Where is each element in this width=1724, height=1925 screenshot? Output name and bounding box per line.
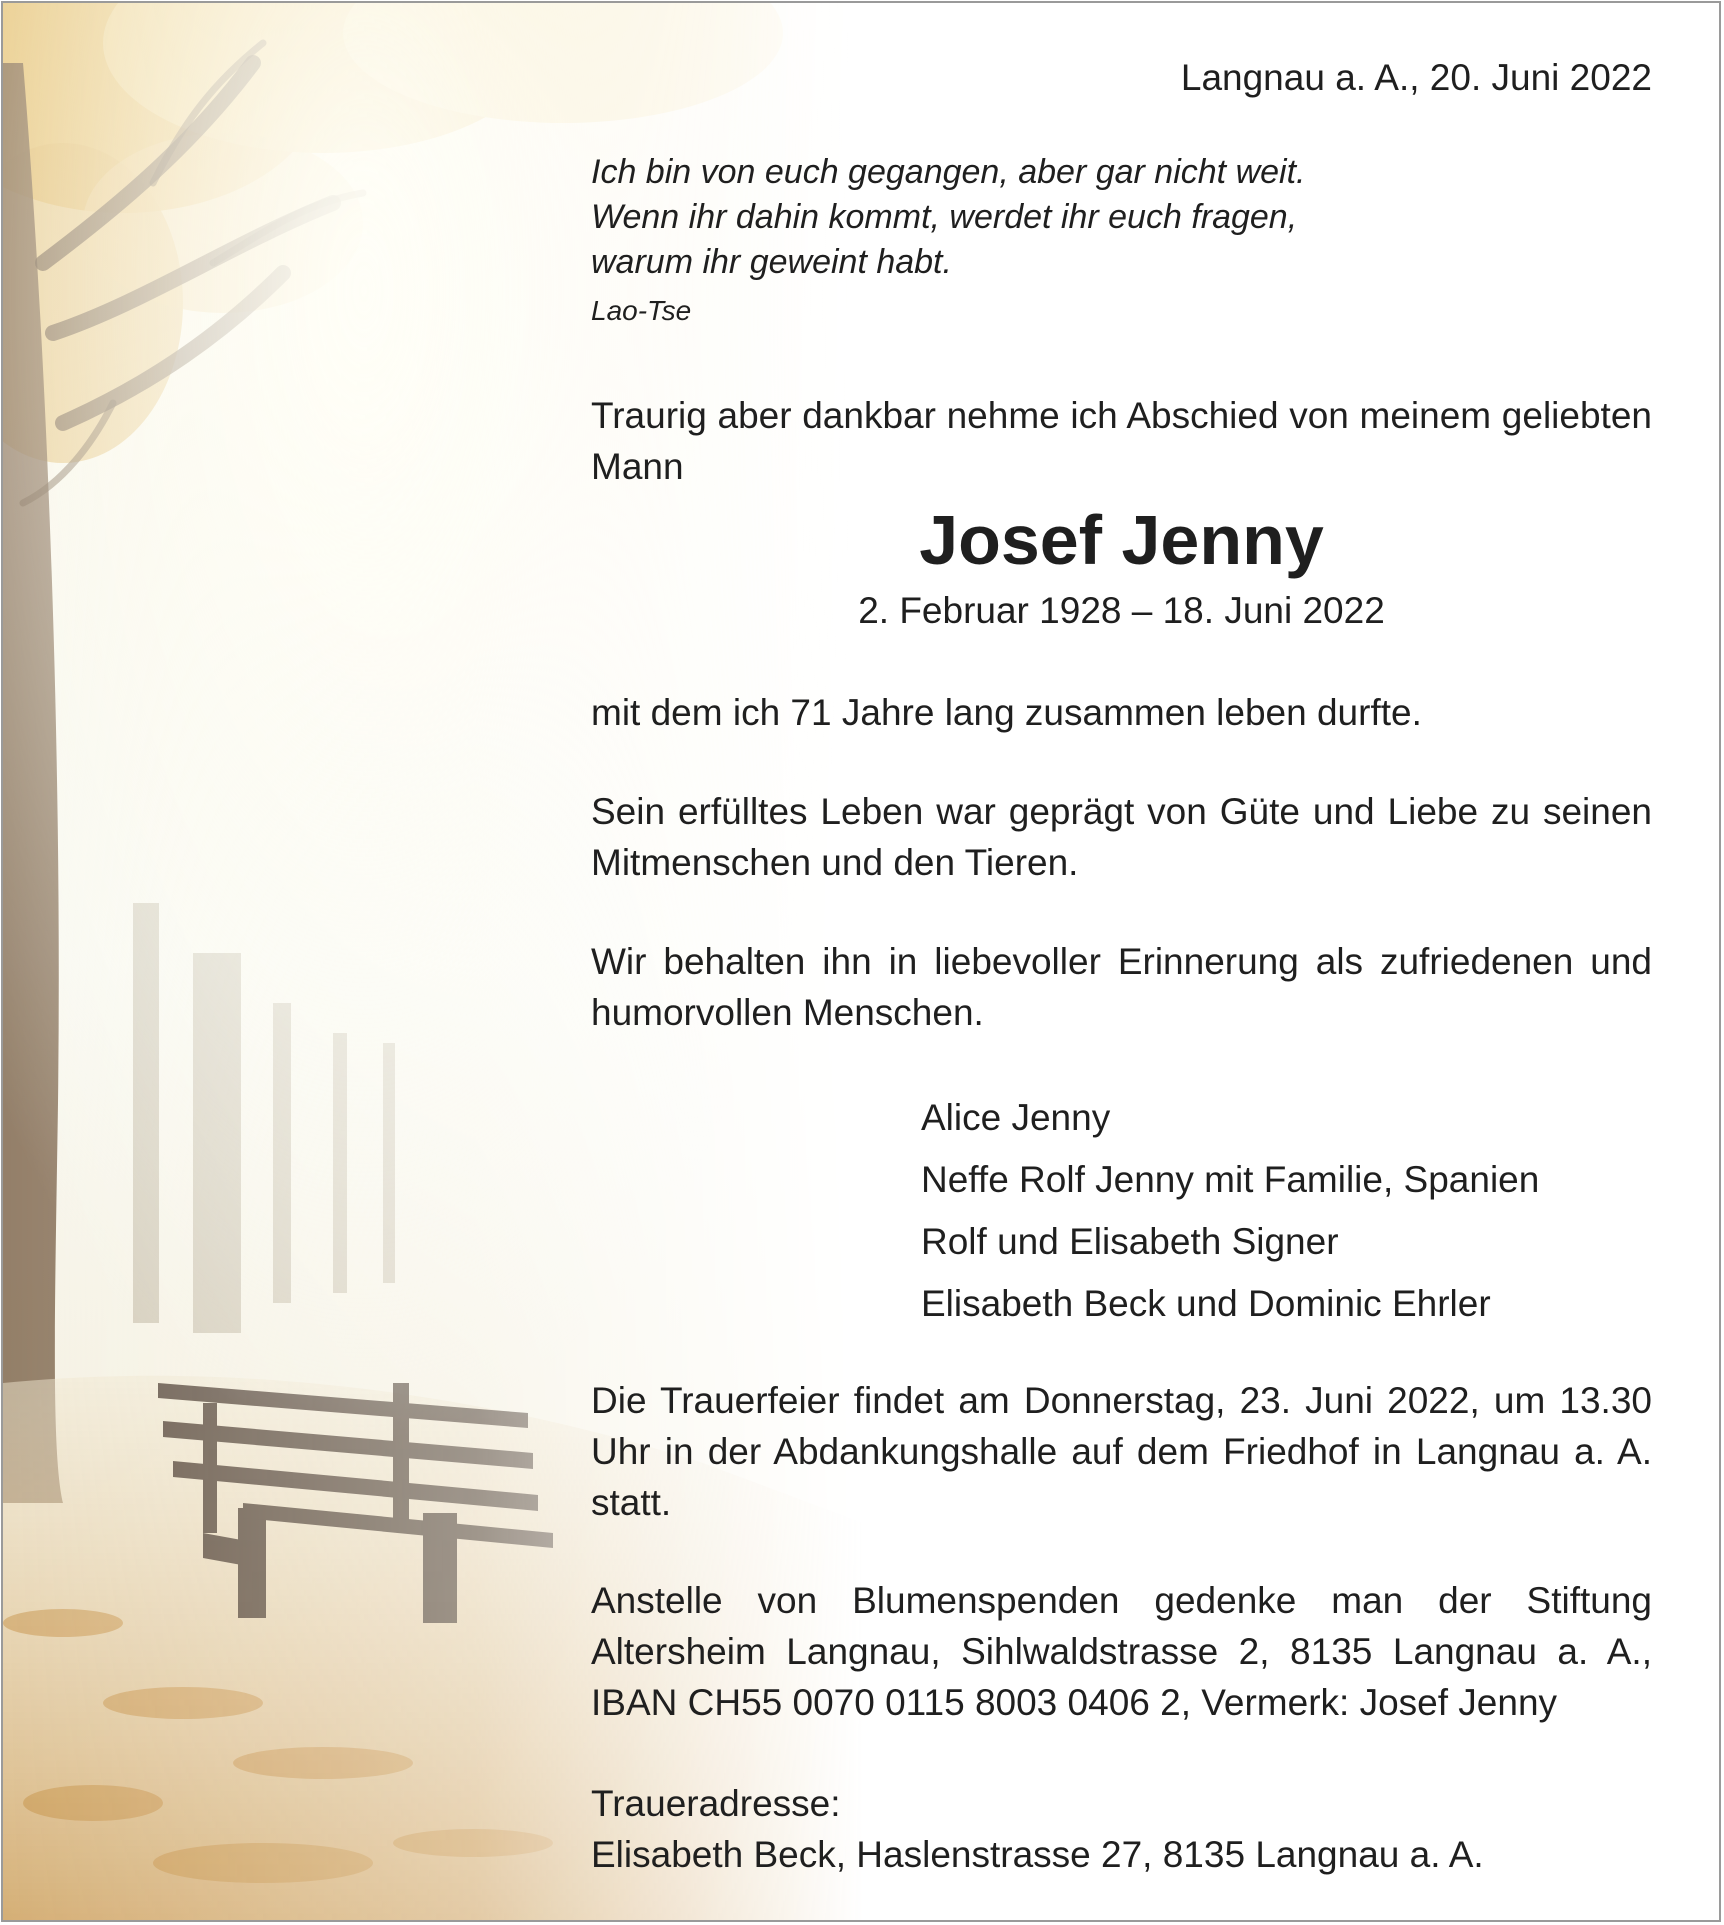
place-and-date: Langnau a. A., 20. Juni 2022 [1180,57,1652,98]
mourning-address: Elisabeth Beck, Haslenstrasse 27, 8135 Langnau a. A. [591,1834,1484,1875]
quote-author: Lao-Tse [591,295,692,326]
body-paragraph: Sein erfülltes Leben war geprägt von Güte und Liebe zu seinen Mitmenschen und den Tieren. [591,791,1652,883]
mourning-address-label: Traueradresse: [591,1783,841,1824]
quote-line: Wenn ihr dahin kommt, werdet ihr euch fragen, [591,198,1298,236]
body-paragraph: Wir behalten ihn in liebevoller Erinnerung als zufriedenen und humorvollen Menschen. [591,941,1652,1033]
mourner-name: Alice Jenny [921,1097,1111,1138]
mourners-list [921,1087,1539,1335]
mourner-name: Elisabeth Beck und Dominic Ehrler [921,1283,1491,1324]
deceased-name: Josef Jenny [919,501,1324,579]
life-dates: 2. Februar 1928 – 18. Juni 2022 [858,590,1385,631]
intro-paragraph: Traurig aber dankbar nehme ich Abschied von meinem geliebten Mann [591,395,1652,487]
ceremony-paragraph: Die Trauerfeier findet am Donnerstag, 23. Juni 2022, um 13.30 Uhr in der Abdankungshalle auf dem Friedhof in Langnau a. A. statt. [591,1380,1652,1523]
donation-paragraph: Anstelle von Blumenspenden gedenke man der Stiftung Altersheim Langnau, Sihlwaldstrasse 2, 8135 Langnau a. A., IBAN CH55 0070 0115 8003 0406 2, Vermerk: Josef Jenny [591,1580,1652,1723]
quote-line: Ich bin von euch gegangen, aber gar nicht weit. [591,153,1306,191]
quote-block [591,150,1652,331]
body-paragraph: mit dem ich 71 Jahre lang zusammen leben durfte. [591,692,1422,733]
quote-line: warum ihr geweint habt. [591,243,952,281]
mourner-name: Neffe Rolf Jenny mit Familie, Spanien [921,1159,1540,1200]
mourner-name: Rolf und Elisabeth Signer [921,1221,1339,1262]
